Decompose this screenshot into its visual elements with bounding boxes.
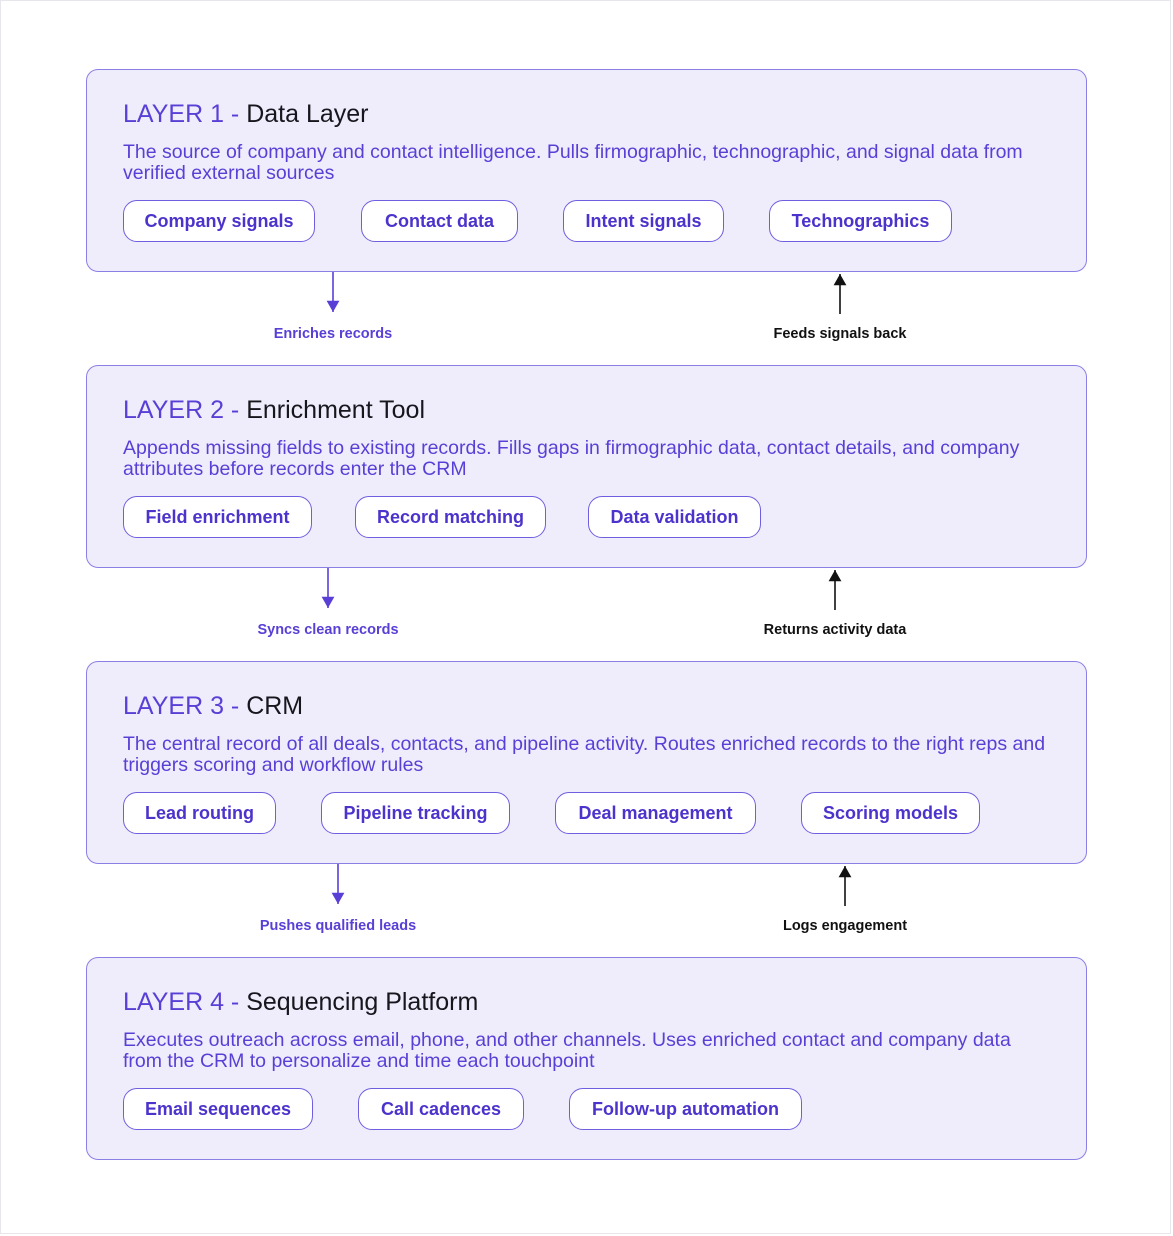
connector-3-up-label: Logs engagement: [782, 918, 908, 934]
pill-email-sequences[interactable]: Email sequences: [123, 1088, 313, 1130]
pill-contact-data[interactable]: Contact data: [361, 200, 518, 242]
layer-1-tag: LAYER 1 -: [123, 100, 240, 128]
connector-1-up-label: Feeds signals back: [773, 326, 907, 342]
layer-4-description: Executes outreach across email, phone, and other channels. Uses enriched contact and company data from the CRM to personalize and time each touchpoint: [123, 1029, 1011, 1072]
layer-2-name: Enrichment Tool: [246, 396, 425, 424]
connector-1-down-label: Enriches records: [273, 326, 393, 342]
connector-2-down-label: Syncs clean records: [257, 622, 399, 638]
layer-4-tag: LAYER 4 -: [123, 988, 240, 1016]
layer-3-name: CRM: [246, 692, 304, 720]
pill-follow-up-automation[interactable]: Follow-up automation: [569, 1088, 802, 1130]
pill-record-matching[interactable]: Record matching: [355, 496, 546, 538]
pill-deal-management[interactable]: Deal management: [555, 792, 756, 834]
pill-technographics[interactable]: Technographics: [769, 200, 952, 242]
layer-1-name: Data Layer: [246, 100, 369, 128]
pill-scoring-models[interactable]: Scoring models: [801, 792, 980, 834]
connector-2-up-label: Returns activity data: [763, 622, 907, 638]
pill-intent-signals[interactable]: Intent signals: [563, 200, 724, 242]
layer-2-description: Appends missing fields to existing records. Fills gaps in firmographic data, contact details, and company attributes before records enter the CRM: [123, 437, 1020, 480]
connector-3-down-label: Pushes qualified leads: [259, 918, 417, 934]
pill-call-cadences[interactable]: Call cadences: [358, 1088, 524, 1130]
layer-3-description: The central record of all deals, contacts, and pipeline activity. Routes enriched records to the right reps and triggers scoring and workflow rules: [123, 733, 1046, 776]
layer-3-tag: LAYER 3 -: [123, 692, 240, 720]
pill-company-signals[interactable]: Company signals: [123, 200, 315, 242]
pill-data-validation[interactable]: Data validation: [588, 496, 761, 538]
pill-lead-routing[interactable]: Lead routing: [123, 792, 276, 834]
pill-pipeline-tracking[interactable]: Pipeline tracking: [321, 792, 510, 834]
pill-field-enrichment[interactable]: Field enrichment: [123, 496, 312, 538]
layer-4-name: Sequencing Platform: [246, 988, 479, 1016]
layer-2-tag: LAYER 2 -: [123, 396, 240, 424]
layer-1-description: The source of company and contact intelligence. Pulls firmographic, technographic, and signal data from verified external sources: [123, 141, 1023, 184]
